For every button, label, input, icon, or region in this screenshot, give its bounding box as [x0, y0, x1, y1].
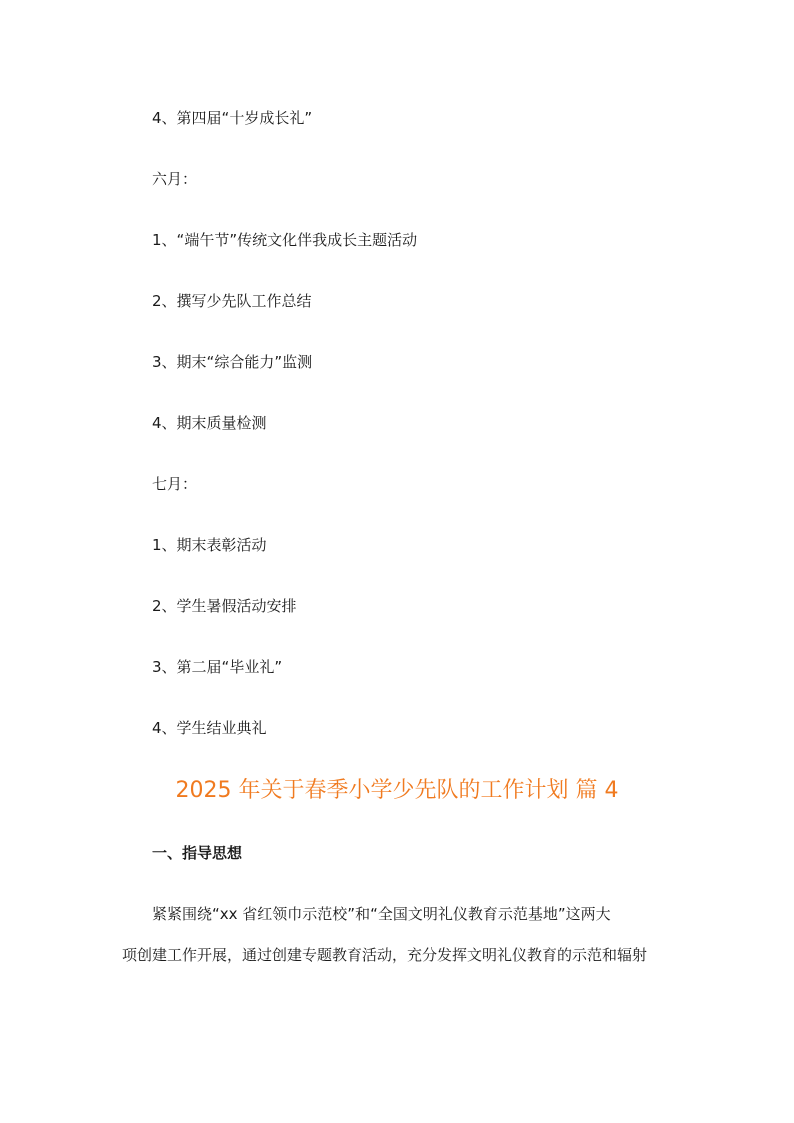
paragraph-line-1: 紧紧围绕“xx 省红领巾示范校”和“全国文明礼仪教育示范基地”这两大 — [152, 905, 611, 923]
month-heading-june: 六月： — [152, 170, 198, 188]
july-item-4: 4、学生结业典礼 — [152, 719, 267, 737]
paragraph-line-2: 项创建工作开展，通过创建专题教育活动，充分发挥文明礼仪教育的示范和辐射 — [122, 946, 648, 964]
section-title: 2025 年关于春季小学少先队的工作计划 篇 4 — [175, 778, 619, 803]
june-item-2: 2、撰写少先队工作总结 — [152, 292, 312, 310]
month-heading-july: 七月： — [152, 475, 198, 493]
july-item-3: 3、第二届“毕业礼” — [152, 658, 283, 676]
june-item-3: 3、期末“综合能力”监测 — [152, 353, 313, 371]
subheading-guiding-thought: 一、指导思想 — [152, 844, 243, 862]
june-item-1: 1、“端午节”传统文化伴我成长主题活动 — [152, 231, 418, 249]
july-item-1: 1、期末表彰活动 — [152, 536, 267, 554]
july-item-2: 2、学生暑假活动安排 — [152, 597, 297, 615]
list-item-tenth-birthday: 4、第四届“十岁成长礼” — [152, 109, 313, 127]
june-item-4: 4、期末质量检测 — [152, 414, 267, 432]
